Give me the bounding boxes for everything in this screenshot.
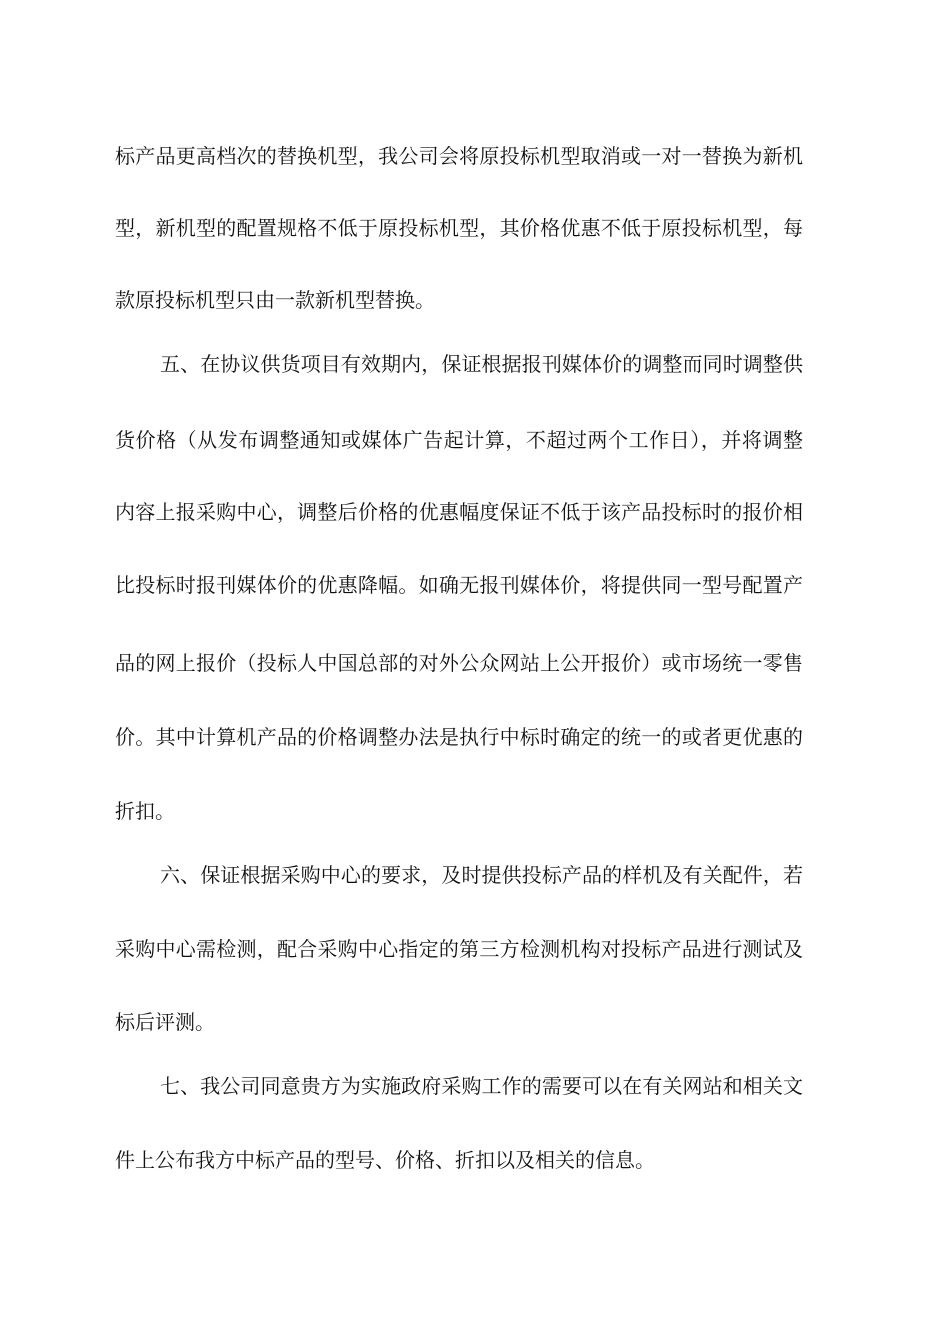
text-line: 型，新机型的配置规格不低于原投标机型，其价格优惠不低于原投标机型，每 <box>115 216 803 240</box>
text-line: 标产品更高档次的替换机型，我公司会将原投标机型取消或一对一替换为新机 <box>115 144 803 168</box>
paragraph-start-line: 六、保证根据采购中心的要求，及时提供投标产品的样机及有关配件，若 <box>160 863 803 887</box>
paragraph-start-line: 七、我公司同意贵方为实施政府采购工作的需要可以在有关网站和相关文 <box>160 1074 803 1098</box>
text-line: 件上公布我方中标产品的型号、价格、折扣以及相关的信息。 <box>115 1148 655 1172</box>
text-line: 标后评测。 <box>115 1010 215 1034</box>
text-line: 内容上报采购中心，调整后价格的优惠幅度保证不低于该产品投标时的报价相 <box>115 500 803 524</box>
text-line: 货价格（从发布调整通知或媒体广告起计算，不超过两个工作日），并将调整 <box>115 428 803 452</box>
text-line: 品的网上报价（投标人中国总部的对外公众网站上公开报价）或市场统一零售 <box>115 651 803 675</box>
text-line: 比投标时报刊媒体价的优惠降幅。如确无报刊媒体价，将提供同一型号配置产 <box>115 573 803 597</box>
text-line: 折扣。 <box>115 799 175 823</box>
text-line: 款原投标机型只由一款新机型替换。 <box>115 288 435 312</box>
paragraph-start-line: 五、在协议供货项目有效期内，保证根据报刊媒体价的调整而同时调整供 <box>160 352 803 376</box>
text-line: 价。其中计算机产品的价格调整办法是执行中标时确定的统一的或者更优惠的 <box>115 725 803 749</box>
text-line: 采购中心需检测，配合采购中心指定的第三方检测机构对投标产品进行测试及 <box>115 937 803 961</box>
